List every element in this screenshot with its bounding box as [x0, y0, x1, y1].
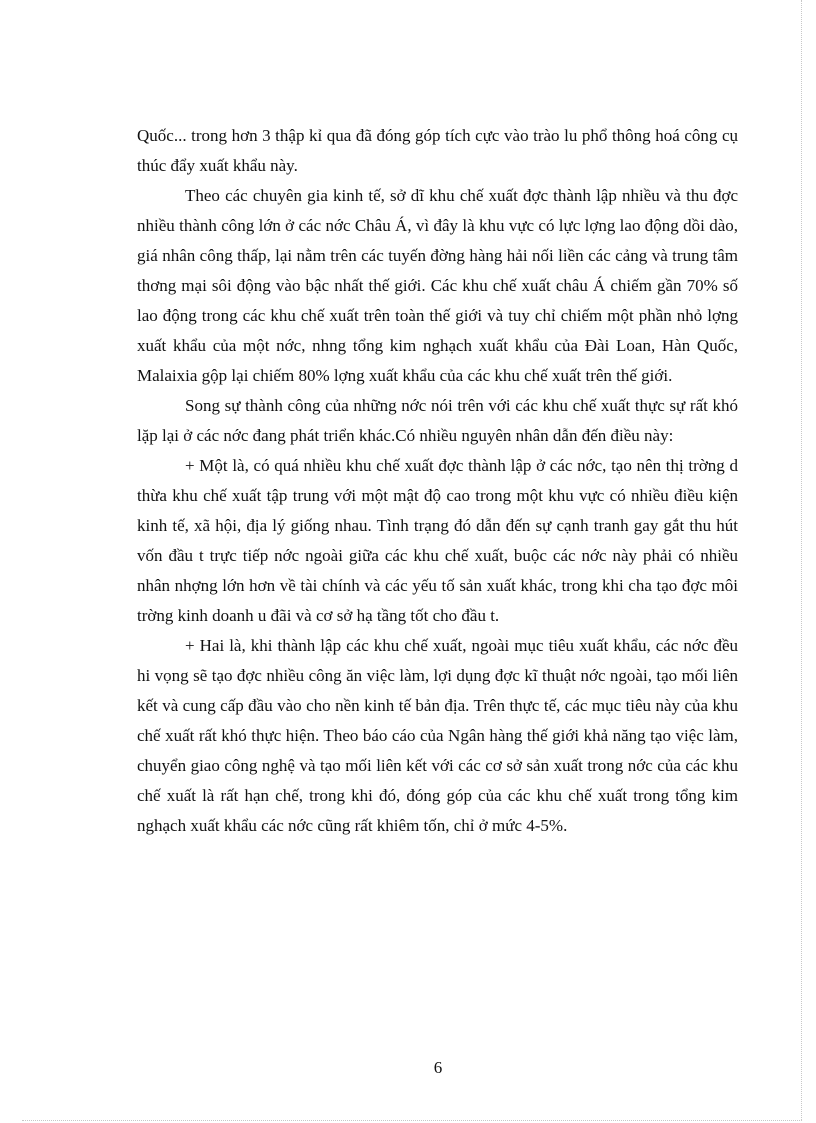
- page-border-bottom: [22, 1120, 802, 1121]
- paragraph-reason-one: + Một là, có quá nhiều khu chế xuất đợc thành lập ở các nớc, tạo nên thị trờng d thừa khu chế xuất tập trung với một mật độ cao trong một khu vực có nhiều điều kiện kinh tế, xã hội, địa lý giống nhau. Tình trạng đó dẫn đến sự cạnh tranh gay gắt thu hút vốn đầu t trực tiếp nớc ngoài giữa các khu chế xuất, buộc các nớc này phải có nhiều nhân nhợng lớn hơn về tài chính và các yếu tố sản xuất khác, trong khi cha tạo đợc môi trờng kinh doanh u đãi và cơ sở hạ tầng tốt cho đầu t.: [137, 456, 738, 625]
- paragraph-continuation: Quốc... trong hơn 3 thập kỉ qua đã đóng góp tích cực vào trào lu phổ thông hoá công cụ thúc đẩy xuất khẩu này.: [137, 126, 738, 175]
- document-body: [137, 121, 738, 841]
- page-border-right: [801, 0, 802, 1120]
- paragraph-export-zones-asia: Theo các chuyên gia kinh tế, sở dĩ khu chế xuất đợc thành lập nhiều và thu đợc nhiều thành công lớn ở các nớc Châu Á, vì đây là khu vực có lực lợng lao động dồi dào, giá nhân công thấp, lại nằm trên các tuyến đờng hàng hải nối liền các cảng và trung tâm thơng mại sôi động vào bậc nhất thế giới. Các khu chế xuất châu Á chiếm gần 70% số lao động trong các khu chế xuất trên toàn thế giới và tuy chỉ chiếm một phần nhỏ lợng xuất khẩu của một nớc, nhng tổng kim nghạch xuất khẩu của Đài Loan, Hàn Quốc, Malaixia gộp lại chiếm 80% lợng xuất khẩu của các khu chế xuất trên thế giới.: [137, 186, 738, 385]
- paragraph-reason-two: + Hai là, khi thành lập các khu chế xuất, ngoài mục tiêu xuất khẩu, các nớc đều hi vọng sẽ tạo đợc nhiều công ăn việc làm, lợi dụng đợc kĩ thuật nớc ngoài, tạo mối liên kết và cung cấp đầu vào cho nền kinh tế bản địa. Trên thực tế, các mục tiêu này của khu chế xuất rất khó thực hiện. Theo báo cáo của Ngân hàng thế giới khả năng tạo việc làm, chuyển giao công nghệ và tạo mối liên kết với các cơ sở sản xuất trong nớc của các khu chế xuất là rất hạn chế, trong khi đó, đóng góp của các khu chế xuất trong tổng kim nghạch xuất khẩu các nớc cũng rất khiêm tốn, chỉ ở mức 4-5%.: [137, 636, 738, 835]
- page-number: 6: [433, 1058, 443, 1077]
- paragraph-success-hard-to-repeat: Song sự thành công của những nớc nói trên với các khu chế xuất thực sự rất khó lặp lại ở các nớc đang phát triển khác.Có nhiều nguyên nhân dẫn đến điều này:: [137, 396, 738, 445]
